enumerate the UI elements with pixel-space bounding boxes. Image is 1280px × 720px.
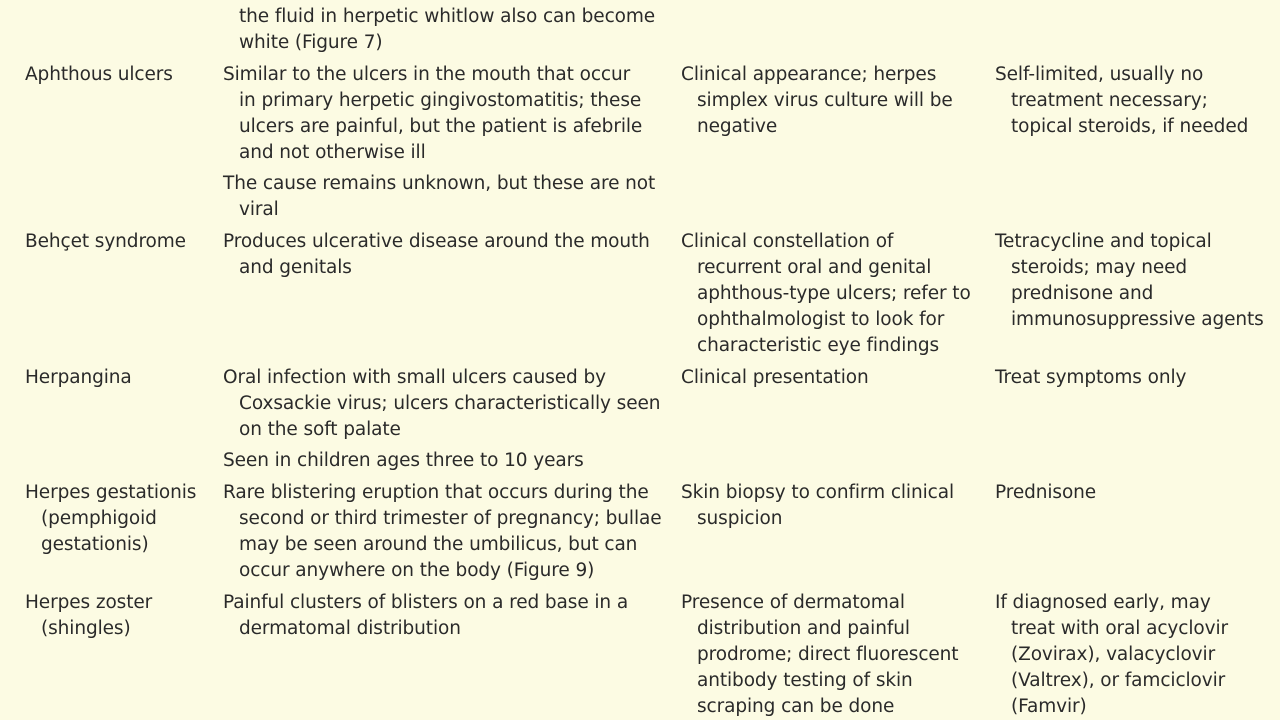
text-line: Presence of dermatomal [681, 592, 905, 613]
text-line: second or third trimester of pregnancy; bullae [239, 508, 662, 529]
text-line: antibody testing of skin [697, 670, 913, 691]
text-line: Produces ulcerative disease around the mouth [223, 231, 650, 252]
text-line: viral [239, 199, 279, 220]
description-herpangina-note [223, 448, 584, 474]
description-herpes-gestationis [223, 480, 662, 584]
diagnosis-herpangina [681, 365, 869, 391]
text-line: occur anywhere on the body (Figure 9) [239, 560, 595, 581]
condition-aphthous-ulcers [25, 62, 173, 88]
text-line: (Valtrex), or famciclovir [1011, 670, 1226, 691]
text-line: Oral infection with small ulcers caused by [223, 367, 606, 388]
text-line: Coxsackie virus; ulcers characteristically seen [239, 393, 661, 414]
text-line: Rare blistering eruption that occurs during the [223, 482, 649, 503]
text-line: Seen in children ages three to 10 years [223, 450, 584, 471]
treatment-aphthous-ulcers [995, 62, 1248, 140]
condition-name: gestationis) [41, 534, 149, 555]
diagnosis-aphthous-ulcers [681, 62, 953, 140]
text-line: treat with oral acyclovir [1011, 618, 1228, 639]
text-line: characteristic eye findings [697, 335, 940, 356]
condition-name: Aphthous ulcers [25, 64, 173, 85]
text-line: Skin biopsy to confirm clinical [681, 482, 954, 503]
text-line: topical steroids, if needed [1011, 116, 1249, 137]
text-line: and genitals [239, 257, 352, 278]
diagnosis-herpes-gestationis [681, 480, 954, 532]
text-line: Clinical constellation of [681, 231, 894, 252]
text-line: treatment necessary; [1011, 90, 1208, 111]
text-line: dermatomal distribution [239, 618, 461, 639]
text-line: negative [697, 116, 778, 137]
text-line: white (Figure 7) [239, 32, 383, 53]
text-line: ulcers are painful, but the patient is afebrile [239, 116, 643, 137]
text-line: Self-limited, usually no [995, 64, 1204, 85]
text-line: distribution and painful [697, 618, 910, 639]
condition-herpes-zoster [25, 590, 152, 642]
condition-name: Behçet syndrome [25, 231, 186, 252]
description-aphthous-ulcers-note [223, 171, 655, 223]
condition-name: Herpes gestationis [25, 482, 197, 503]
condition-name: Herpangina [25, 367, 132, 388]
treatment-herpes-gestationis [995, 480, 1096, 506]
text-line: may be seen around the umbilicus, but can [239, 534, 638, 555]
text-line: prednisone and [1011, 283, 1154, 304]
text-line: in primary herpetic gingivostomatitis; these [239, 90, 642, 111]
text-line: ophthalmologist to look for [697, 309, 945, 330]
text-line: recurrent oral and genital [697, 257, 932, 278]
text-line: scraping can be done [697, 696, 895, 717]
text-line: Painful clusters of blisters on a red base in a [223, 592, 629, 613]
text-line: The cause remains unknown, but these are not [223, 173, 656, 194]
condition-name: (shingles) [41, 618, 131, 639]
description-behcet-syndrome [223, 229, 650, 281]
text-line: (Famvir) [1011, 696, 1087, 717]
text-line: Prednisone [995, 482, 1097, 503]
continued-description [223, 4, 655, 56]
condition-herpes-gestationis [25, 480, 196, 558]
text-line: the fluid in herpetic whitlow also can become [239, 6, 656, 27]
condition-name: (pemphigoid [41, 508, 157, 529]
text-line: aphthous-type ulcers; refer to [697, 283, 971, 304]
text-line: Clinical appearance; herpes [681, 64, 937, 85]
description-herpangina [223, 365, 660, 443]
text-line: Clinical presentation [681, 367, 869, 388]
text-line: Treat symptoms only [995, 367, 1187, 388]
text-line: prodrome; direct fluorescent [697, 644, 959, 665]
treatment-herpangina [995, 365, 1186, 391]
condition-herpangina [25, 365, 132, 391]
text-line: immunosuppressive agents [1011, 309, 1264, 330]
text-line: Similar to the ulcers in the mouth that occur [223, 64, 631, 85]
text-line: (Zovirax), valacyclovir [1011, 644, 1216, 665]
text-line: If diagnosed early, may [995, 592, 1211, 613]
description-aphthous-ulcers [223, 62, 642, 166]
diagnosis-herpes-zoster [681, 590, 958, 720]
condition-behcet-syndrome [25, 229, 186, 255]
diagnosis-behcet-syndrome [681, 229, 971, 359]
text-line: simplex virus culture will be [697, 90, 953, 111]
description-herpes-zoster [223, 590, 628, 642]
text-line: on the soft palate [239, 419, 401, 440]
text-line: Tetracycline and topical [995, 231, 1212, 252]
treatment-behcet-syndrome [995, 229, 1264, 333]
treatment-herpes-zoster [995, 590, 1228, 720]
condition-name: Herpes zoster [25, 592, 153, 613]
text-line: suspicion [697, 508, 783, 529]
text-line: steroids; may need [1011, 257, 1188, 278]
text-line: and not otherwise ill [239, 142, 426, 163]
